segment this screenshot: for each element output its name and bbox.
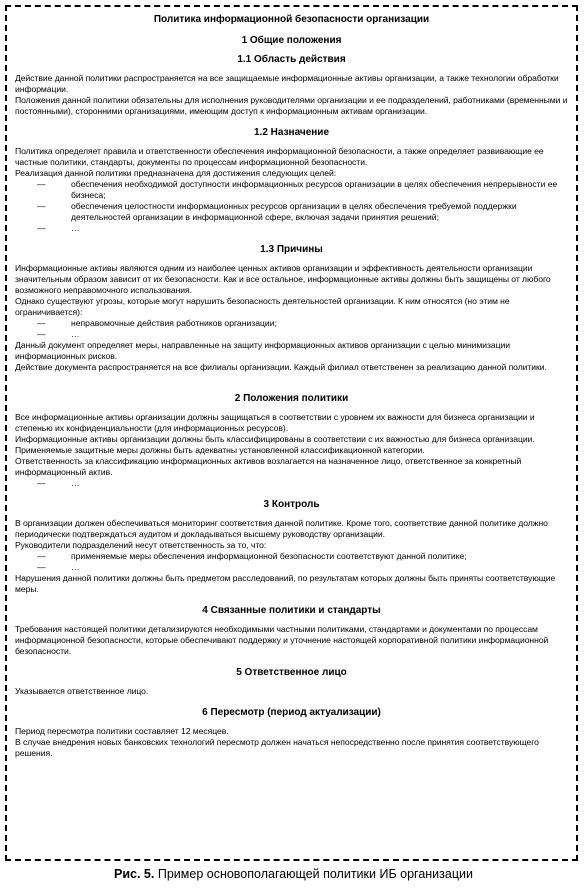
paragraph: Реализация данной политики предназначена для достижения следующих целей: bbox=[15, 168, 337, 178]
paragraph: Все информационные активы организации должны защищаться в соответствии с уровнем их важности для бизнеса организации и степенью их конфиденциальности (для информационных ресурсов). bbox=[15, 412, 535, 433]
list-item: — … bbox=[37, 478, 80, 488]
document-frame bbox=[5, 5, 578, 861]
list-item: — обеспечения целостности информационных ресурсов организации в целях обеспечения требуемой поддержки деятельностей организации в информационной сфере, включая задачи принятия решений; bbox=[37, 201, 517, 222]
dash-bullet: — bbox=[37, 562, 46, 572]
section-1-3-heading: 1.3 Причины bbox=[260, 244, 323, 255]
section-6-heading: 6 Пересмотр (период актуализации) bbox=[202, 707, 381, 718]
list-item: — неправомочные действия работников организации; bbox=[37, 318, 277, 328]
document-title: Политика информационной безопасности организации bbox=[153, 14, 430, 25]
paragraph: Применяемые защитные меры должны быть адекватны установленной классификационной категории. bbox=[15, 445, 425, 455]
paragraph: Ответственность за классификацию информационных активов возлагается на назначенное лицо, ответственное за конкретный информационный актив. bbox=[15, 456, 522, 477]
paragraph: Руководители подразделений несут ответственность за то, что: bbox=[15, 540, 267, 550]
paragraph: Политика определяет правила и ответственности обеспечения информационной безопасности, а также определяет развивающие ее частные политики, стандарты, документы по процессам информационной безопасности. bbox=[15, 146, 544, 167]
paragraph: Информационные активы организации должны быть классифицированы в соответствии с их важностью для бизнеса организации. bbox=[15, 434, 535, 444]
section-5-heading: 5 Ответственное лицо bbox=[236, 667, 347, 678]
paragraph: Указывается ответственное лицо. bbox=[15, 686, 149, 696]
section-1-1-heading: 1.1 Область действия bbox=[237, 54, 346, 65]
dash-bullet: — bbox=[37, 318, 46, 328]
section-4-heading: 4 Связанные политики и стандарты bbox=[202, 605, 381, 616]
paragraph: Требования настоящей политики детализируются необходимыми частными политиками, стандартами и документами по процессам информационной безопасности, которые обеспечивают поддержку и уточнение настоящей корпоративной политики информационной безопасности. bbox=[15, 624, 549, 656]
paragraph: Действие документа распространяется на все филиалы организации. Каждый филиал ответственен за реализацию данной политики. bbox=[15, 362, 547, 372]
paragraph: Информационные активы являются одним из наиболее ценных активов организации и эффективность деятельности организации значительным образом зависит от их безопасности. Как и все остальное, информационные активы должны быть защищены от любого возможного неправомочного использования. bbox=[15, 263, 551, 295]
section-1-2-heading: 1.2 Назначение bbox=[253, 127, 330, 138]
section-3-heading: 3 Контроль bbox=[263, 499, 320, 510]
figure-caption-text: Пример основополагающей политики ИБ организации bbox=[157, 867, 473, 881]
dash-bullet: — bbox=[37, 223, 46, 233]
section-1-heading: 1 Общие положения bbox=[241, 35, 342, 46]
figure-label: Рис. 5. bbox=[114, 867, 155, 881]
dash-bullet: — bbox=[37, 551, 46, 561]
dash-bullet: — bbox=[37, 201, 46, 211]
list-item: — … bbox=[37, 562, 80, 572]
section-2-heading: 2 Положения политики bbox=[234, 393, 349, 404]
paragraph: Положения данной политики обязательны для исполнения руководителями организации и ее подразделений, работниками (временными и постоянными), сторонними организациями, имеющим доступ к информационным активам организации. bbox=[15, 95, 568, 116]
figure-caption bbox=[0, 866, 587, 882]
paragraph: В случае внедрения новых банковских технологий пересмотр должен начаться непосредственно после принятия соответствующего решения. bbox=[15, 737, 539, 758]
paragraph: Нарушения данной политики должны быть предметом расследований, по результатам которых должны быть приняты соответствующие меры. bbox=[15, 573, 556, 594]
dash-bullet: — bbox=[37, 478, 46, 488]
paragraph: Данный документ определяет меры, направленные на защиту информационных активов организации с целью минимизации информационных рисков. bbox=[15, 340, 511, 361]
paragraph: Действие данной политики распространяется на все защищаемые информационные активы организации, а также технологии обработки информации. bbox=[15, 73, 559, 94]
list-item: — … bbox=[37, 223, 80, 233]
paragraph: Период пересмотра политики составляет 12 месяцев. bbox=[15, 726, 229, 736]
dash-bullet: — bbox=[37, 329, 46, 339]
list-item: — применяемые меры обеспечения информационной безопасности соответствуют данной политике; bbox=[37, 551, 467, 561]
list-item: — … bbox=[37, 329, 80, 339]
list-item: — обеспечения необходимой доступности информационных ресурсов организации в целях обеспечения непрерывности ее бизнеса; bbox=[37, 179, 558, 200]
dash-bullet: — bbox=[37, 179, 46, 189]
paragraph: В организации должен обеспечиваться мониторинг соответствия данной политике. Кроме того, соответствие данной политике должно периодически подтверждаться аудитом и докладываться высшему руководству организации. bbox=[15, 518, 548, 539]
paragraph: Однако существуют угрозы, которые могут нарушить безопасность деятельностей организации. К ним относятся (но этим не ограничивается): bbox=[15, 296, 510, 317]
